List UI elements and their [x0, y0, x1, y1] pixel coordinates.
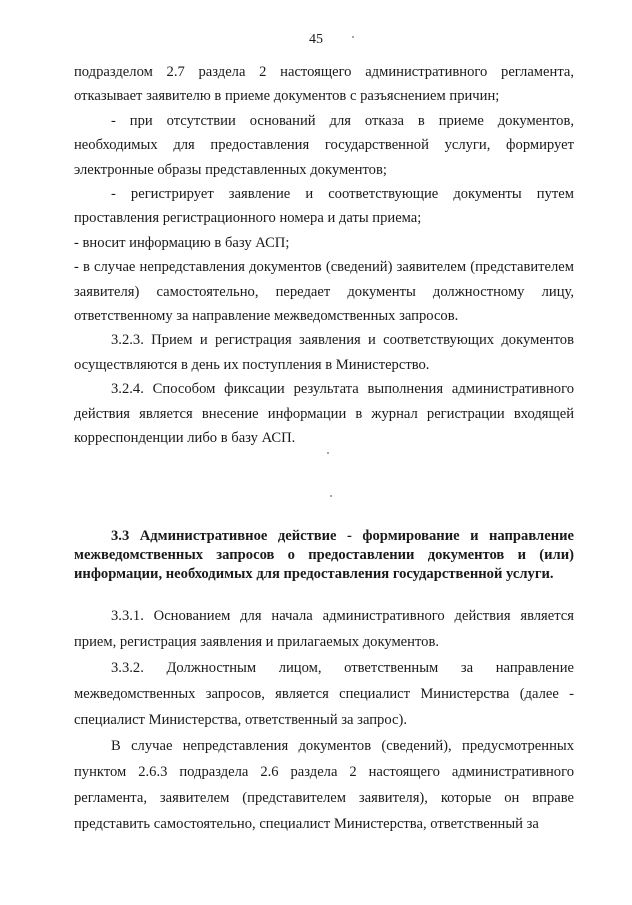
paragraph: - в случае непредставления документов (сведений) заявителем (представителем заявителя) самостоятельно, передает документы должностному лицу, ответственному за направление межведомственных запросов. [74, 259, 574, 325]
scan-speck [352, 36, 354, 38]
paragraph: - регистрирует заявление и соответствующие документы путем проставления регистрационного номера и даты приема; [74, 186, 574, 227]
body-text-top [74, 60, 574, 451]
paragraph: В случае непредставления документов (сведений), предусмотренных пунктом 2.6.3 подраздела 2.6 раздела 2 настоящего административного регламента, заявителем (представителем заявителя), которые он вправе представить самостоятельно, специалист Министерства, ответственный за [74, 738, 574, 832]
page-number: 45 [309, 32, 323, 47]
paragraph: - при отсутствии оснований для отказа в приеме документов, необходимых для предоставления государственной услуги, формирует электронные образы представленных документов; [74, 112, 574, 178]
section-heading [74, 527, 574, 584]
paragraph: 3.2.3. Прием и регистрация заявления и соответствующих документов осуществляются в день их поступления в Министерство. [74, 332, 574, 373]
paragraph: 3.3.1. Основанием для начала административного действия является прием, регистрация заявления и прилагаемых документов. [74, 608, 574, 650]
paragraph: 3.2.4. Способом фиксации результата выполнения административного действия является внесение информации в журнал регистрации входящей корреспонденции либо в базу АСП. [74, 381, 574, 447]
paragraph: подразделом 2.7 раздела 2 настоящего административного регламента, отказывает заявителю в приеме документов с разъяснением причин; [74, 64, 574, 105]
paragraph: 3.3.2. Должностным лицом, ответственным за направление межведомственных запросов, является специалист Министерства (далее - специалист Министерства, ответственный за запрос). [74, 660, 574, 728]
section-heading-text: 3.3 Административное действие - формирование и направление межведомственных запросов о предоставлении документов и (или) информации, необходимых для предоставления государственной услуги. [74, 528, 574, 582]
body-text-bottom [74, 603, 574, 837]
paragraph: - вносит информацию в базу АСП; [74, 234, 290, 251]
scan-speck [330, 495, 332, 497]
scan-speck [327, 452, 329, 454]
